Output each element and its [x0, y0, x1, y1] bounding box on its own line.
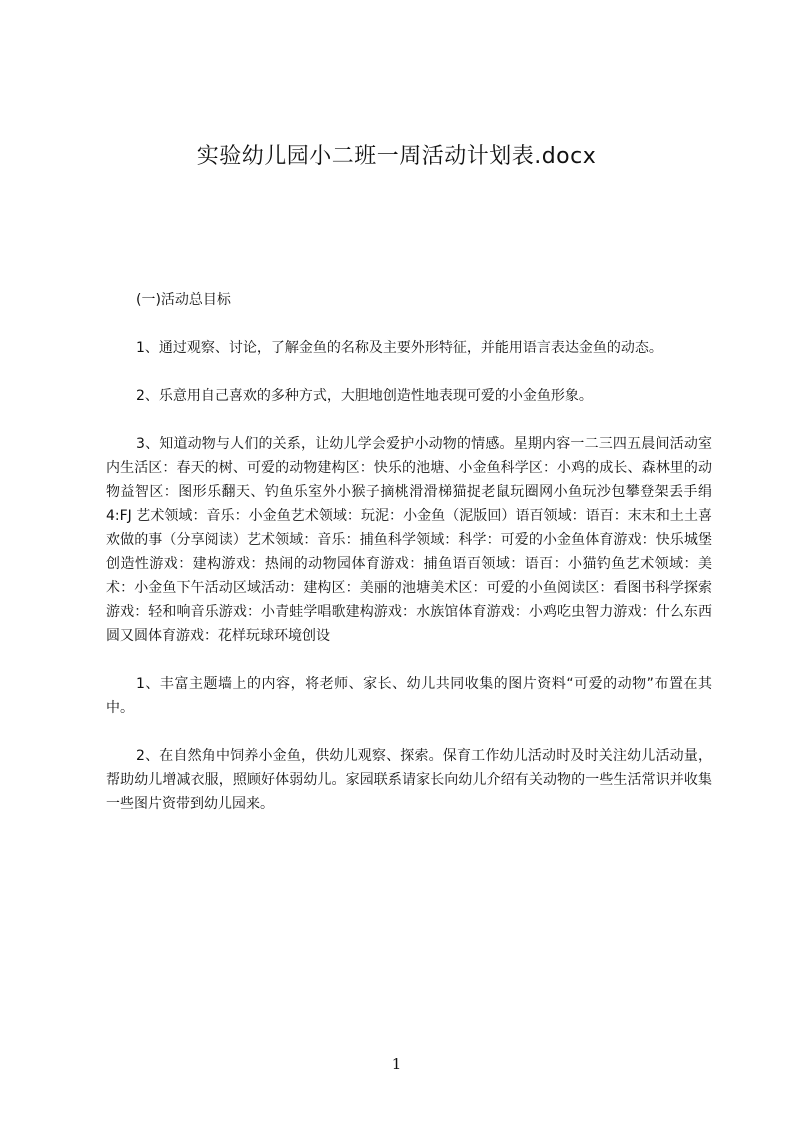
- goal-paragraph-3: 3、知道动物与人们的关系，让幼儿学会爱护小动物的情感。星期内容一二三四五晨间活动室内生活区：春天的树、可爱的动物建构区：快乐的池塘、小金鱼科学区：小鸡的成长、森林里的动物益智区：图形乐翻天、钓鱼乐室外小猴子摘桃滑滑梯猫捉老鼠玩圈网小鱼玩沙包攀登架丢手绢 4:FJ 艺术领域：音乐：小金鱼艺术领域：玩泥：小金鱼（泥版回）语百领域：语百：末末和土土喜欢做的事（分享阅读）艺术领域：音乐：捕鱼科学领域：科学：可爱的小金鱼体育游戏：快乐城堡创造性游戏：建构游戏：热闹的动物园体育游戏：捕鱼语百领域：语百：小猫钓鱼艺术领域：美术：小金鱼下午活动区域活动：建构区：美丽的池塘美术区：可爱的小鱼阅读区：看图书科学探索游戏：轻和响音乐游戏：小青蛙学唱歌建构游戏：水族馆体育游戏：小鸡吃虫智力游戏：什么东西圆又圆体育游戏：花样玩球环境创设: [106, 436, 712, 644]
- environment-paragraph-1: 1、丰富主题墙上的内容，将老师、家长、幼儿共同收集的图片资料“可爱的动物”布置在其中。: [106, 676, 712, 716]
- environment-paragraph-2: 2、在自然角中饲养小金鱼，供幼儿观察、探索。保育工作幼儿活动时及时关注幼儿活动量，帮助幼儿增减衣服，照顾好体弱幼儿。家园联系请家长向幼儿介绍有关动物的一些生活常识并收集一些图片资带到幼儿园来。: [106, 748, 712, 812]
- document-title: 实验幼儿园小二班一周活动计划表.docx: [196, 144, 597, 169]
- goal-paragraph-1: 1、通过观察、讨论，了解金鱼的名称及主要外形特征，并能用语言表达金鱼的动态。: [136, 340, 663, 356]
- page-number: 1: [391, 1055, 402, 1073]
- goal-paragraph-2: 2、乐意用自己喜欢的多种方式，大胆地创造性地表现可爱的小金鱼形象。: [136, 388, 593, 404]
- section-heading: (一)活动总目标: [136, 292, 231, 308]
- document-body: [106, 288, 712, 840]
